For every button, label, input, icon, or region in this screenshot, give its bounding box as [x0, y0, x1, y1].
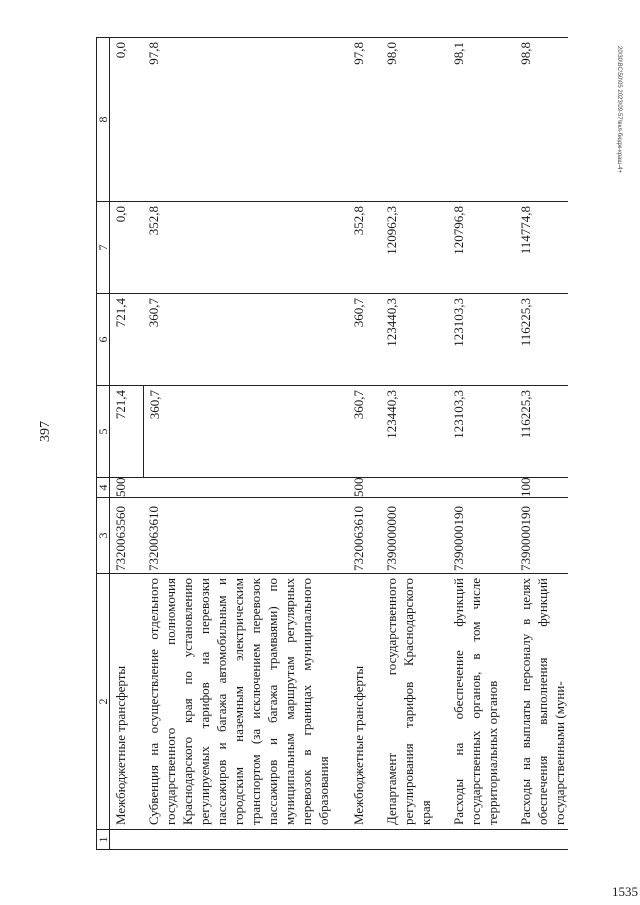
row-value-5: 123103,3	[448, 386, 515, 478]
row-code: 7390000190	[448, 498, 515, 574]
row-kind: 100	[515, 478, 568, 498]
table-row	[515, 38, 568, 850]
row-kind	[448, 478, 515, 498]
row-value-7: 352,8	[143, 202, 348, 294]
table-row	[448, 38, 515, 850]
row-kind	[143, 478, 348, 498]
row-index-cell	[515, 830, 568, 850]
table-row	[381, 38, 448, 850]
row-index-cell	[348, 830, 381, 850]
row-value-7: 120962,3	[381, 202, 448, 294]
column-header: 4	[97, 478, 110, 498]
row-name: Межбюджетные трансферты	[348, 574, 381, 830]
row-value-8: 98,8	[515, 38, 568, 202]
row-name: Расходы на обеспечение функций государственных органов, в том числе территориальных органов	[448, 574, 515, 830]
row-name: Расходы на выплаты персоналу в целях обеспечения выполнения функций государственными (муни-	[515, 574, 568, 830]
row-value-5: 721,4	[110, 386, 144, 478]
row-value-8: 0,0	[110, 38, 144, 202]
table-row	[143, 38, 348, 850]
row-value-6: 123440,3	[381, 294, 448, 386]
document-stamp: 20\30\BC\50\05 2023\09-57\вкл-бюдж-краш-4+	[616, 46, 622, 174]
row-name: Межбюджетные трансферты	[110, 574, 144, 830]
table-header-row	[97, 38, 110, 850]
row-value-6: 721,4	[110, 294, 144, 386]
row-value-5: 123440,3	[381, 386, 448, 478]
sheet-number: 1535	[612, 884, 638, 899]
row-value-7: 352,8	[348, 202, 381, 294]
row-value-5: 360,7	[143, 386, 348, 478]
table-row	[110, 38, 144, 850]
row-kind	[381, 478, 448, 498]
row-value-5: 116225,3	[515, 386, 568, 478]
row-code: 7320063560	[110, 498, 144, 574]
row-value-8: 98,0	[381, 38, 448, 202]
column-header: 3	[97, 498, 110, 574]
row-kind: 500	[348, 478, 381, 498]
row-index-cell	[448, 830, 515, 850]
budget-table-rotated	[96, 38, 616, 850]
row-index-cell	[110, 830, 144, 850]
row-code: 7390000190	[515, 498, 568, 574]
row-code: 7390000000	[381, 498, 448, 574]
row-name: Департамент государственного регулирования тарифов Краснодарского края	[381, 574, 448, 830]
column-header: 8	[97, 38, 110, 202]
row-code: 7320063610	[143, 498, 348, 574]
row-value-8: 97,8	[348, 38, 381, 202]
row-value-6: 116225,3	[515, 294, 568, 386]
row-value-5: 360,7	[348, 386, 381, 478]
row-name: Субвенция на осуществление отдельного государственного полномочия Краснодарского края по установлению регулируемых тарифов на перевозки пассажиров и багажа автомобильным и городским наземным электрическим транспортом (за исключением перевозок пассажиров и багажа трамваями) по муниципальным маршрутам регулярных перевозок в границах муниципального образования	[143, 574, 348, 830]
row-kind: 500	[110, 478, 144, 498]
row-value-6: 360,7	[143, 294, 348, 386]
page-number: 397	[38, 421, 53, 442]
table-row	[348, 38, 381, 850]
row-value-8: 97,8	[143, 38, 348, 202]
budget-table	[96, 37, 568, 850]
column-header: 5	[97, 386, 110, 478]
row-value-6: 123103,3	[448, 294, 515, 386]
row-value-7: 120796,8	[448, 202, 515, 294]
row-value-7: 0,0	[110, 202, 144, 294]
row-value-8: 98,1	[448, 38, 515, 202]
row-code: 7320063610	[348, 498, 381, 574]
row-index-cell	[143, 830, 348, 850]
column-header: 7	[97, 202, 110, 294]
row-index-cell	[381, 830, 448, 850]
column-header: 2	[97, 574, 110, 830]
column-header: 1	[97, 830, 110, 850]
row-value-7: 114774,8	[515, 202, 568, 294]
column-header: 6	[97, 294, 110, 386]
row-value-6: 360,7	[348, 294, 381, 386]
